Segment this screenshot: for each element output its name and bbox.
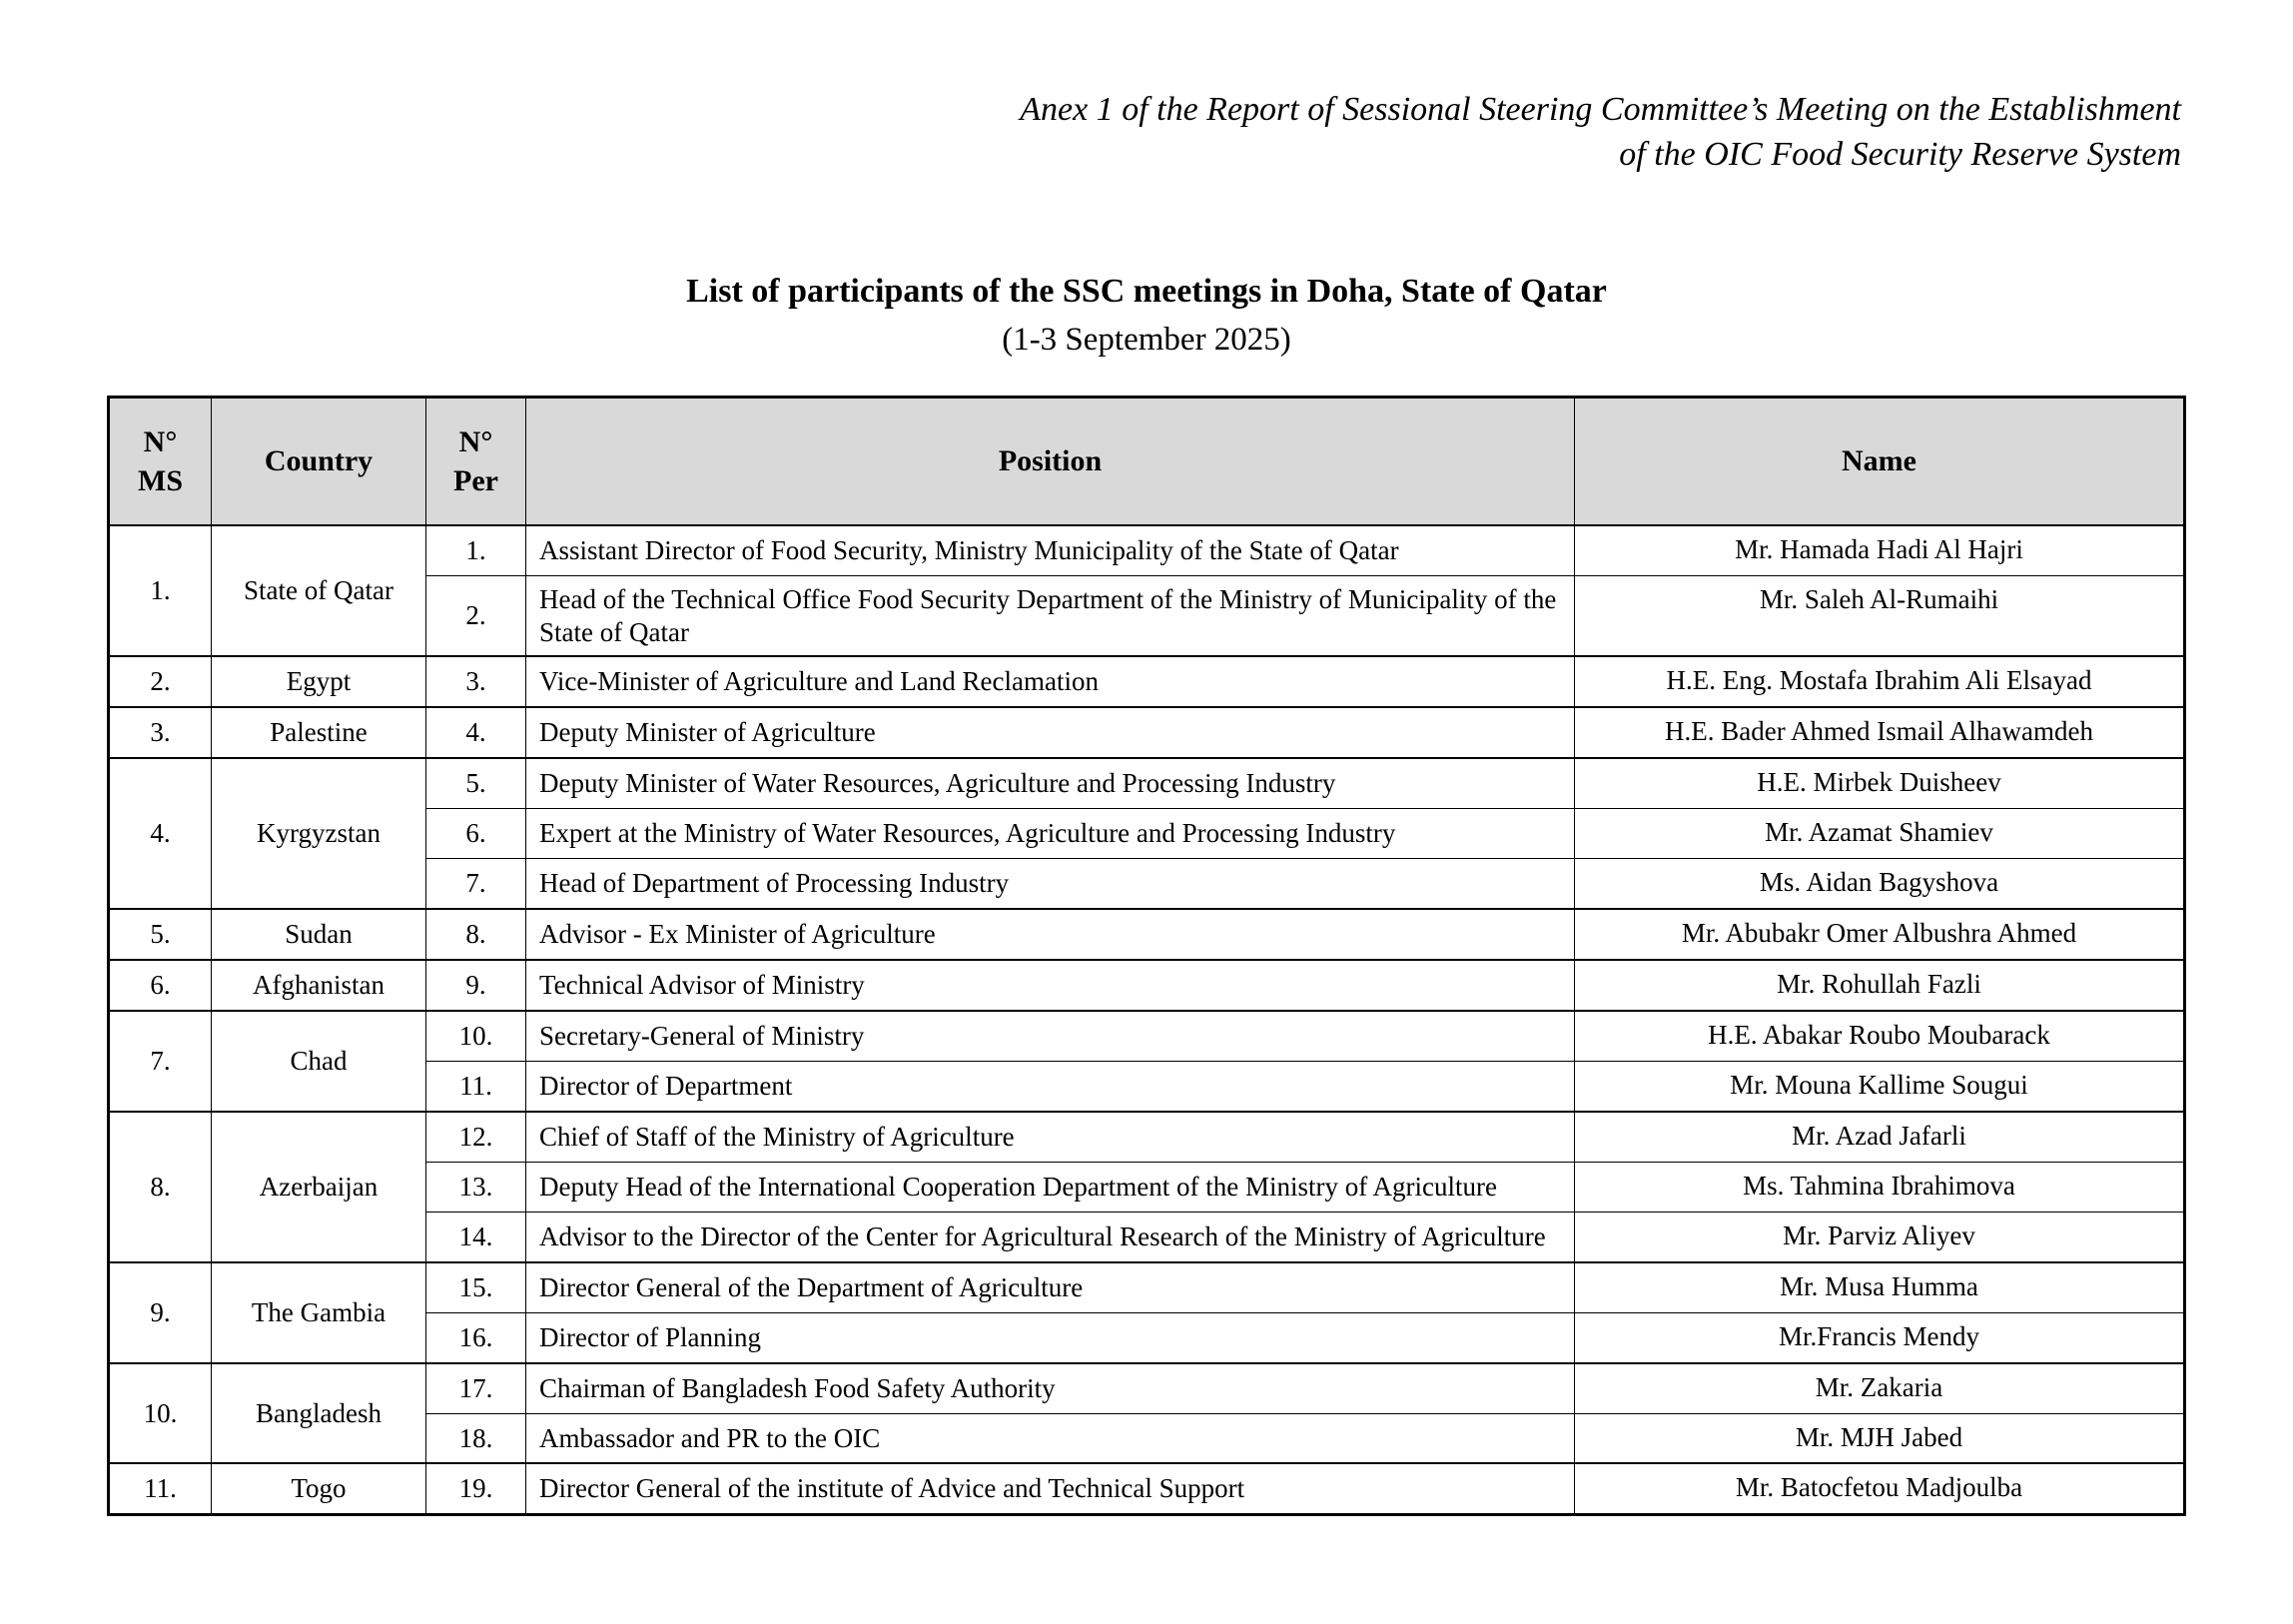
country-cell: Azerbaijan [212, 1112, 426, 1262]
per-number-cell: 14. [426, 1212, 526, 1261]
participants-table [107, 396, 2186, 1516]
participants-table-body [109, 525, 2185, 1515]
document-subtitle: (1-3 September 2025) [1002, 321, 1291, 358]
position-cell: Chairman of Bangladesh Food Safety Authority [526, 1363, 1575, 1413]
per-number-cell: 9. [426, 960, 526, 1011]
column-header-position: Position [526, 398, 1575, 525]
ms-number-cell: 7. [109, 1011, 212, 1112]
country-cell: Togo [212, 1463, 426, 1514]
ms-number-cell: 9. [109, 1262, 212, 1363]
position-cell: Director General of the Department of Agriculture [526, 1262, 1575, 1312]
annex-note-line1: Anex 1 of the Report of Sessional Steering Committee’s Meeting on the Establishment [1020, 91, 2181, 128]
name-cell: H.E. Eng. Mostafa Ibrahim Ali Elsayad [1575, 656, 2185, 707]
ms-number-cell: 1. [109, 525, 212, 657]
ms-number-cell: 3. [109, 707, 212, 758]
name-cell: Mr. Parviz Aliyev [1575, 1212, 2185, 1261]
per-number-cell: 12. [426, 1112, 526, 1162]
position-cell: Assistant Director of Food Security, Ministry Municipality of the State of Qatar [526, 525, 1575, 575]
per-number-cell: 15. [426, 1262, 526, 1312]
position-cell: Secretary-General of Ministry [526, 1011, 1575, 1061]
annex-note [0, 0, 2181, 178]
column-header-name: Name [1575, 398, 2185, 525]
country-cell: The Gambia [212, 1262, 426, 1363]
position-cell: Head of the Technical Office Food Security Department of the Ministry of Municipality of the State of Qatar [526, 575, 1575, 656]
table-row [109, 1363, 2185, 1413]
per-number-cell: 8. [426, 909, 526, 960]
ms-number-cell: 8. [109, 1112, 212, 1262]
position-cell: Advisor - Ex Minister of Agriculture [526, 909, 1575, 960]
per-number-cell: 7. [426, 859, 526, 909]
participants-table-header [109, 398, 2185, 525]
table-row [109, 707, 2185, 758]
name-cell: H.E. Abakar Roubo Moubarack [1575, 1011, 2185, 1061]
position-cell: Head of Department of Processing Industry [526, 859, 1575, 909]
ms-number-cell: 4. [109, 758, 212, 909]
name-cell: Mr. Mouna Kallime Sougui [1575, 1061, 2185, 1111]
position-cell: Technical Advisor of Ministry [526, 960, 1575, 1011]
table-row [109, 909, 2185, 960]
column-header-per: N° Per [426, 398, 526, 525]
ms-number-cell: 5. [109, 909, 212, 960]
per-number-cell: 16. [426, 1312, 526, 1362]
country-cell: Bangladesh [212, 1363, 426, 1464]
table-row [109, 1011, 2185, 1061]
per-number-cell: 13. [426, 1162, 526, 1212]
column-header-ms: N° MS [109, 398, 212, 525]
name-cell: Mr.Francis Mendy [1575, 1312, 2185, 1362]
per-number-cell: 10. [426, 1011, 526, 1061]
name-cell: H.E. Bader Ahmed Ismail Alhawamdeh [1575, 707, 2185, 758]
position-cell: Advisor to the Director of the Center for Agricultural Research of the Ministry of Agriculture [526, 1212, 1575, 1261]
per-number-cell: 5. [426, 758, 526, 808]
position-cell: Director of Planning [526, 1312, 1575, 1362]
country-cell: Egypt [212, 656, 426, 707]
name-cell: Mr. Musa Humma [1575, 1262, 2185, 1312]
per-number-cell: 6. [426, 809, 526, 859]
position-cell: Chief of Staff of the Ministry of Agriculture [526, 1112, 1575, 1162]
position-cell: Deputy Minister of Water Resources, Agriculture and Processing Industry [526, 758, 1575, 808]
column-header-country: Country [212, 398, 426, 525]
country-cell: Chad [212, 1011, 426, 1112]
name-cell: Mr. Hamada Hadi Al Hajri [1575, 525, 2185, 575]
per-number-cell: 4. [426, 707, 526, 758]
table-row [109, 1112, 2185, 1162]
name-cell: Mr. Azamat Shamiev [1575, 809, 2185, 859]
ms-number-cell: 11. [109, 1463, 212, 1514]
per-number-cell: 17. [426, 1363, 526, 1413]
name-cell: Ms. Aidan Bagyshova [1575, 859, 2185, 909]
annex-note-line2: of the OIC Food Security Reserve System [1619, 135, 2181, 173]
ms-number-cell: 2. [109, 656, 212, 707]
table-row [109, 960, 2185, 1011]
per-number-cell: 19. [426, 1463, 526, 1514]
country-cell: Sudan [212, 909, 426, 960]
country-cell: Palestine [212, 707, 426, 758]
name-cell: Mr. Abubakr Omer Albushra Ahmed [1575, 909, 2185, 960]
position-cell: Deputy Minister of Agriculture [526, 707, 1575, 758]
name-cell: Mr. MJH Jabed [1575, 1413, 2185, 1463]
table-row [109, 656, 2185, 707]
country-cell: Afghanistan [212, 960, 426, 1011]
name-cell: Mr. Batocfetou Madjoulba [1575, 1463, 2185, 1514]
name-cell: Mr. Zakaria [1575, 1363, 2185, 1413]
table-row [109, 525, 2185, 575]
ms-number-cell: 10. [109, 1363, 212, 1464]
position-cell: Vice-Minister of Agriculture and Land Reclamation [526, 656, 1575, 707]
table-row [109, 1463, 2185, 1514]
per-number-cell: 3. [426, 656, 526, 707]
per-number-cell: 11. [426, 1061, 526, 1111]
per-number-cell: 1. [426, 525, 526, 575]
position-cell: Director General of the institute of Advice and Technical Support [526, 1463, 1575, 1514]
position-cell: Director of Department [526, 1061, 1575, 1111]
name-cell: Ms. Tahmina Ibrahimova [1575, 1162, 2185, 1212]
position-cell: Ambassador and PR to the OIC [526, 1413, 1575, 1463]
country-cell: State of Qatar [212, 525, 426, 657]
name-cell: Mr. Rohullah Fazli [1575, 960, 2185, 1011]
per-number-cell: 2. [426, 575, 526, 656]
document-title: List of participants of the SSC meetings in Doha, State of Qatar [686, 272, 1607, 310]
name-cell: Mr. Azad Jafarli [1575, 1112, 2185, 1162]
country-cell: Kyrgyzstan [212, 758, 426, 909]
name-cell: Mr. Saleh Al-Rumaihi [1575, 575, 2185, 656]
header-row [109, 398, 2185, 525]
position-cell: Expert at the Ministry of Water Resources, Agriculture and Processing Industry [526, 809, 1575, 859]
table-row [109, 1262, 2185, 1312]
table-row [109, 758, 2185, 808]
ms-number-cell: 6. [109, 960, 212, 1011]
position-cell: Deputy Head of the International Cooperation Department of the Ministry of Agriculture [526, 1162, 1575, 1212]
per-number-cell: 18. [426, 1413, 526, 1463]
name-cell: H.E. Mirbek Duisheev [1575, 758, 2185, 808]
